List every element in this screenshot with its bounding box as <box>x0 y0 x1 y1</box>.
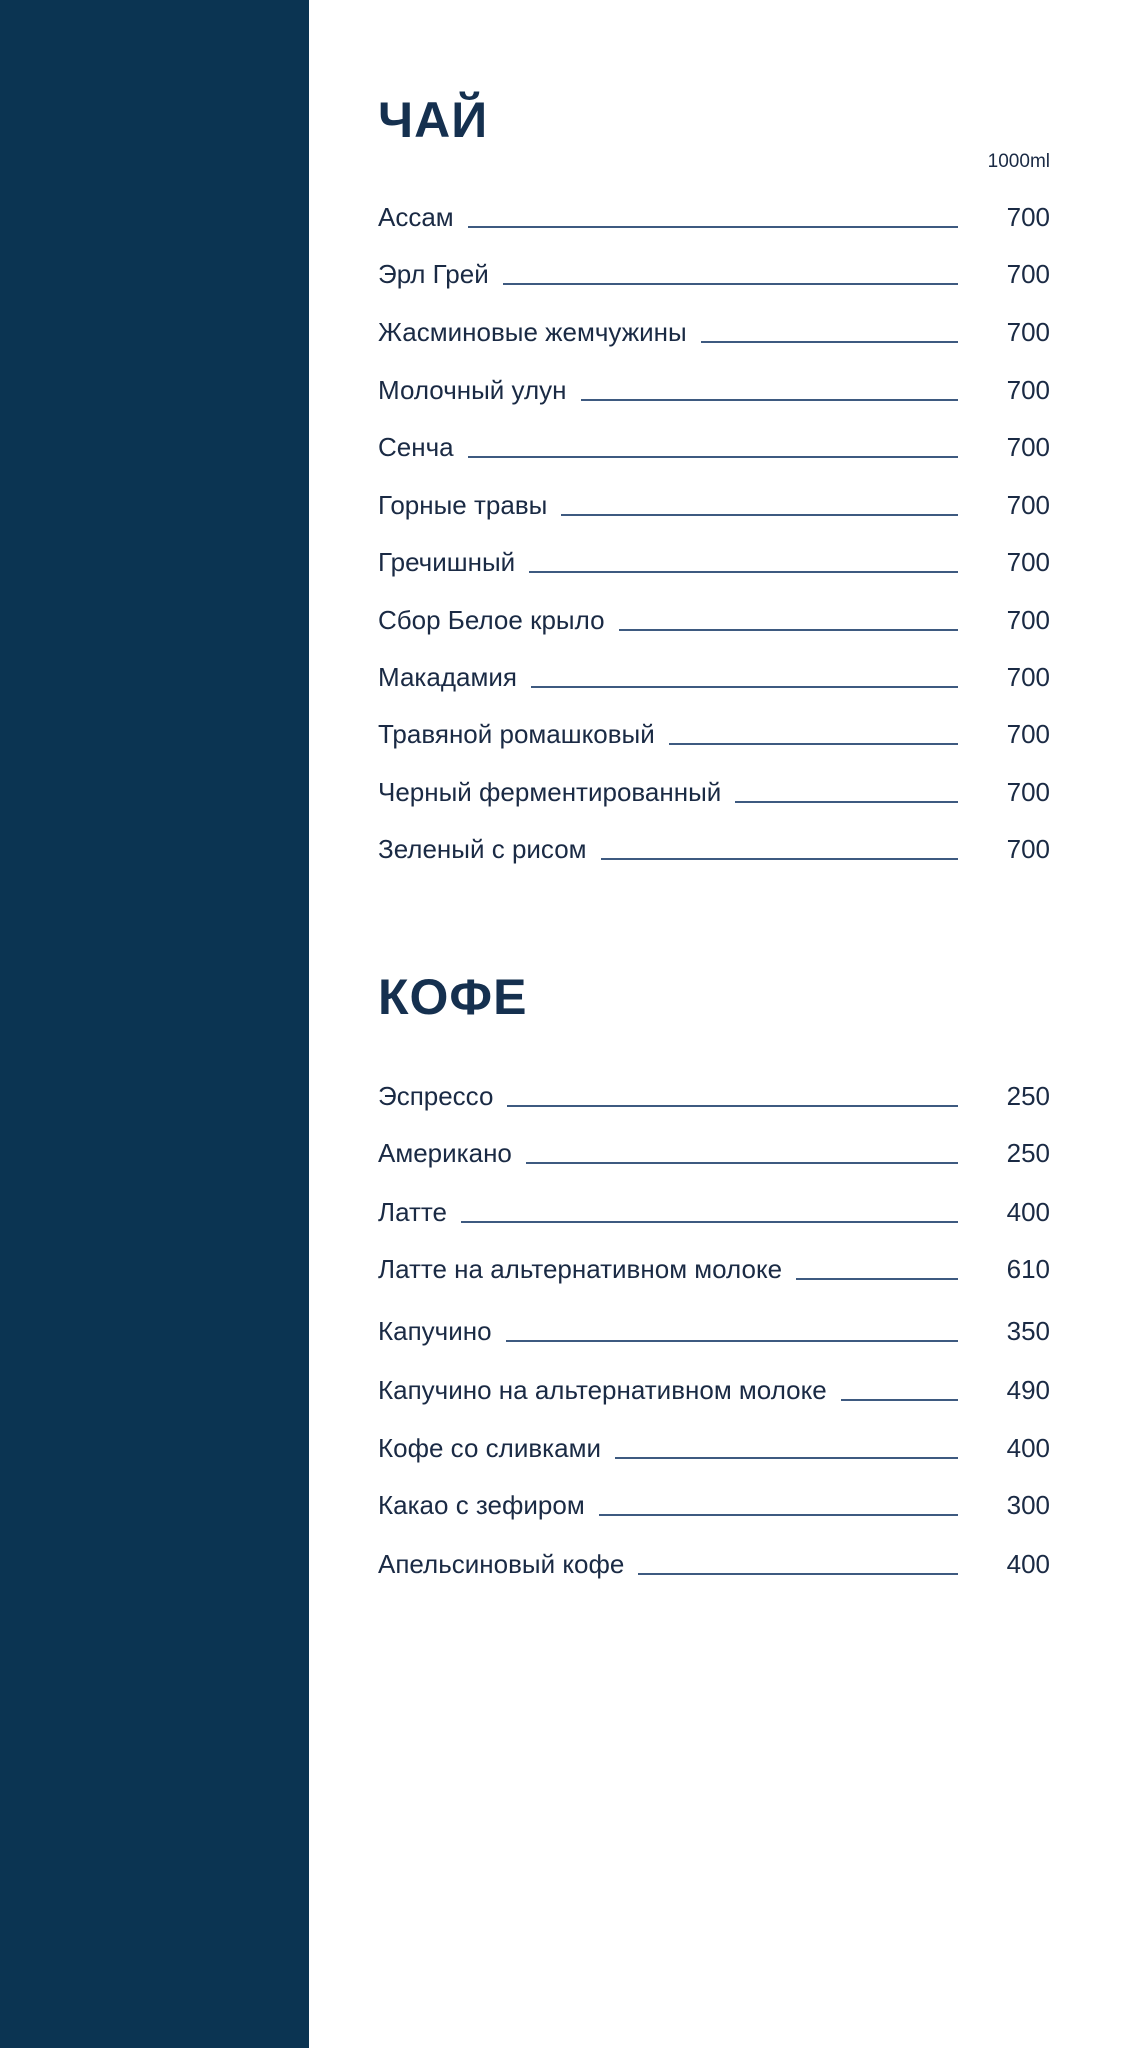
item-price: 400 <box>1006 1433 1050 1463</box>
item-price: 700 <box>1006 719 1050 749</box>
item-price: 700 <box>1006 375 1050 405</box>
dotted-leader <box>669 743 958 745</box>
dotted-leader <box>796 1278 958 1280</box>
dotted-leader <box>468 226 958 228</box>
item-name: Горные травы <box>378 490 548 520</box>
tea-item-black-fermented <box>378 771 1050 807</box>
tea-item-mountain-herbs <box>378 484 1050 520</box>
dotted-leader <box>615 1457 958 1459</box>
item-price: 700 <box>1006 490 1050 520</box>
tea-item-white-wing <box>378 599 1050 635</box>
item-name: Молочный улун <box>378 375 567 405</box>
item-price: 700 <box>1006 605 1050 635</box>
tea-item-earl-grey <box>378 253 1050 289</box>
item-name: Кофе со сливками <box>378 1433 601 1463</box>
item-name: Макадамия <box>378 662 517 692</box>
item-price: 350 <box>1006 1316 1050 1346</box>
item-price: 610 <box>1006 1254 1050 1284</box>
coffee-item-latte <box>378 1191 1050 1227</box>
dotted-leader <box>468 456 958 458</box>
item-price: 700 <box>1006 202 1050 232</box>
dotted-leader <box>581 399 959 401</box>
coffee-item-cappuccino <box>378 1310 1050 1346</box>
tea-item-buckwheat <box>378 541 1050 577</box>
coffee-item-cappuccino-alt-milk <box>378 1369 1050 1405</box>
item-price: 700 <box>1006 662 1050 692</box>
side-color-band <box>0 0 309 2048</box>
item-price: 700 <box>1006 777 1050 807</box>
dotted-leader <box>506 1340 958 1342</box>
dotted-leader <box>529 571 958 573</box>
item-name: Жасминовые жемчужины <box>378 317 687 347</box>
item-price: 700 <box>1006 432 1050 462</box>
dotted-leader <box>531 686 958 688</box>
item-price: 250 <box>1006 1138 1050 1168</box>
dotted-leader <box>561 514 958 516</box>
item-name: Апельсиновый кофе <box>378 1549 625 1579</box>
item-name: Капучино <box>378 1316 492 1346</box>
item-price: 700 <box>1006 317 1050 347</box>
item-name: Ассам <box>378 202 454 232</box>
dotted-leader <box>507 1105 958 1107</box>
item-price: 700 <box>1006 834 1050 864</box>
item-price: 400 <box>1006 1549 1050 1579</box>
item-price: 490 <box>1006 1375 1050 1405</box>
item-name: Капучино на альтернативном молоке <box>378 1375 827 1405</box>
tea-item-green-rice <box>378 828 1050 864</box>
coffee-item-espresso <box>378 1075 1050 1111</box>
tea-item-assam <box>378 196 1050 232</box>
coffee-section-title: КОФЕ <box>378 969 528 1025</box>
item-name: Эспрессо <box>378 1081 494 1111</box>
tea-volume-note: 1000ml <box>987 151 1050 172</box>
tea-item-jasmine-pearls <box>378 311 1050 347</box>
dotted-leader <box>619 629 958 631</box>
tea-section-title: ЧАЙ <box>378 92 489 148</box>
dotted-leader <box>461 1221 958 1223</box>
tea-item-sencha <box>378 426 1050 462</box>
tea-item-chamomile <box>378 713 1050 749</box>
coffee-item-coffee-cream <box>378 1427 1050 1463</box>
item-name: Черный ферментированный <box>378 777 722 807</box>
dotted-leader <box>599 1514 958 1516</box>
item-name: Американо <box>378 1138 512 1168</box>
item-name: Гречишный <box>378 547 516 577</box>
item-name: Какао с зефиром <box>378 1490 585 1520</box>
dotted-leader <box>841 1399 958 1401</box>
coffee-item-orange-coffee <box>378 1543 1050 1579</box>
coffee-item-americano <box>378 1132 1050 1168</box>
coffee-item-cocoa-marshmallow <box>378 1484 1050 1520</box>
item-name: Эрл Грей <box>378 259 489 289</box>
item-name: Зеленый с рисом <box>378 834 587 864</box>
item-price: 700 <box>1006 259 1050 289</box>
item-name: Сенча <box>378 432 454 462</box>
tea-item-milk-oolong <box>378 369 1050 405</box>
item-price: 400 <box>1006 1197 1050 1227</box>
dotted-leader <box>601 858 958 860</box>
item-name: Травяной ромашковый <box>378 719 655 749</box>
dotted-leader <box>526 1162 958 1164</box>
item-name: Сбор Белое крыло <box>378 605 605 635</box>
dotted-leader <box>503 283 958 285</box>
item-price: 250 <box>1006 1081 1050 1111</box>
item-price: 300 <box>1006 1490 1050 1520</box>
tea-item-macadamia <box>378 656 1050 692</box>
coffee-item-latte-alt-milk <box>378 1248 1050 1284</box>
dotted-leader <box>735 801 958 803</box>
item-name: Латте <box>378 1197 447 1227</box>
dotted-leader <box>701 341 958 343</box>
item-price: 700 <box>1006 547 1050 577</box>
item-name: Латте на альтернативном молоке <box>378 1254 783 1284</box>
dotted-leader <box>638 1573 958 1575</box>
